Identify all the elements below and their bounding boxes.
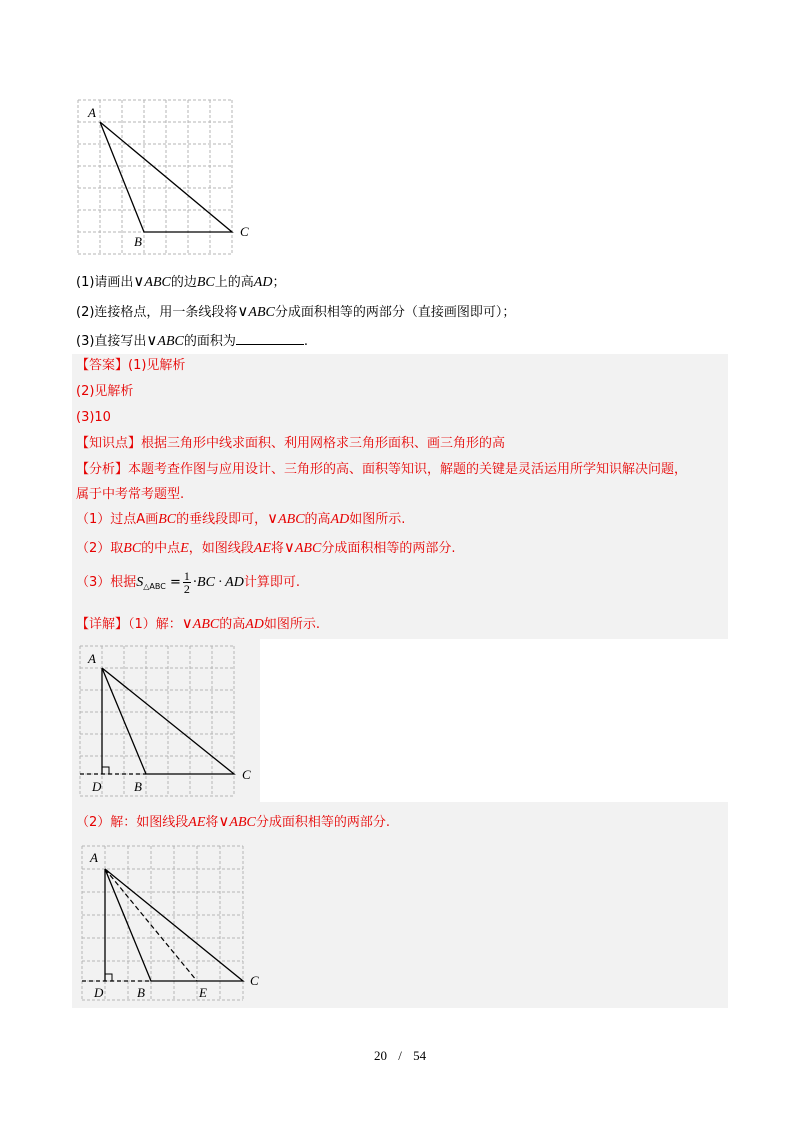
figure-triangle-grid	[70, 95, 270, 260]
page-number: 20 / 54	[373, 1048, 427, 1063]
question-3: (3)直接写出∨ABC的面积为 .	[76, 333, 309, 349]
label-B: B	[137, 985, 145, 1000]
detail-2: （2）解：如图线段AE将∨ABC分成面积相等的两部分.	[76, 814, 390, 830]
label-A: A	[88, 105, 96, 120]
label-D: D	[94, 985, 104, 1000]
question-1: (1)请画出∨ABC的边BC上的高AD；	[76, 274, 286, 290]
analysis-line-1: 【分析】本题考查作图与应用设计、三角形的高、面积等知识，解题的关键是灵活运用所学知识解决问题，	[76, 462, 688, 477]
answer-2: (2)见解析	[76, 384, 134, 399]
fraction-half: $\frac{1}{2}$	[183, 569, 190, 596]
label-E: E	[199, 985, 207, 1000]
figure-height-AD	[72, 641, 260, 801]
label-C: C	[250, 973, 259, 988]
knowledge-point: 【知识点】根据三角形中线求面积、利用网格求三角形面积、画三角形的高	[76, 436, 506, 451]
analysis-point-3: （3）根据$S_{\triangle ABC}$ = $\frac{1}{2}$ ·BC · AD计算即可.	[76, 569, 300, 596]
label-A: A	[90, 850, 98, 865]
analysis-line-2: 属于中考常考题型.	[76, 487, 185, 502]
figure-median-AE	[74, 840, 264, 1006]
detail-1: 【详解】（1）解：∨ABC的高AD如图所示.	[76, 616, 321, 632]
analysis-point-2: （2）取BC的中点E，如图线段AE将∨ABC分成面积相等的两部分.	[76, 540, 456, 556]
analysis-point-1: （1）过点A画BC的垂线段即可，∨ABC的高AD如图所示.	[76, 511, 406, 527]
answer-blank	[236, 331, 304, 345]
answer-3: (3)10	[76, 410, 111, 425]
label-C: C	[240, 224, 249, 239]
solution-background-5	[264, 836, 728, 1008]
label-B: B	[134, 779, 142, 794]
label-D: D	[92, 779, 102, 794]
label-B: B	[134, 234, 142, 249]
question-2: (2)连接格点，用一条线段将∨ABC分成面积相等的两部分（直接画图即可）；	[76, 304, 516, 320]
answer-1: 【答案】(1)见解析	[76, 358, 186, 373]
area-formula: $S_{\triangle ABC}$ = $\frac{1}{2}$ ·BC · AD	[136, 569, 244, 596]
label-A: A	[88, 651, 96, 666]
label-C: C	[242, 767, 251, 782]
